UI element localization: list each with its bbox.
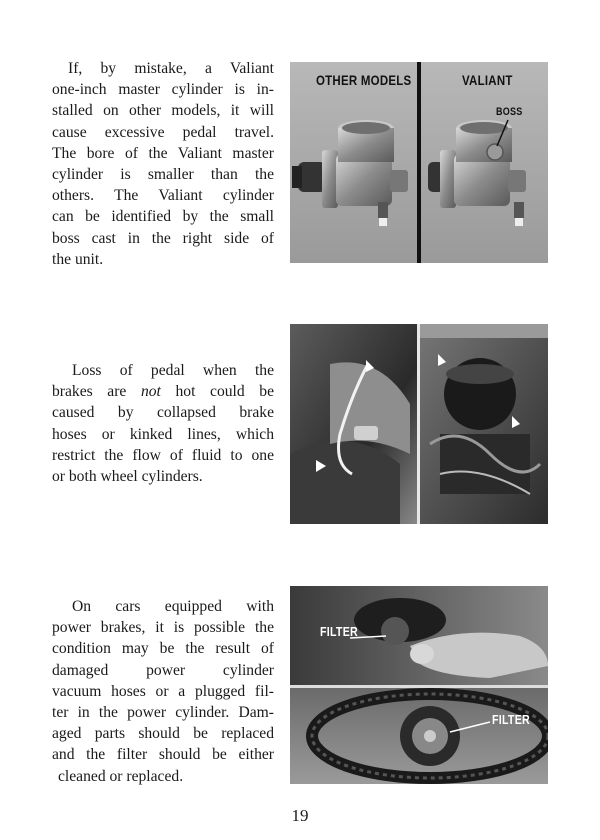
text-line <box>52 466 274 487</box>
text-line: stalled on other models, it will <box>52 102 274 120</box>
text-segment: brakes are <box>52 383 141 401</box>
text-line: boss cast in the right side of <box>52 229 274 247</box>
text-line <box>52 381 274 402</box>
label-other-models: OTHER MODELS <box>316 72 412 88</box>
text-line <box>52 402 274 423</box>
label-boss: BOSS <box>496 106 523 118</box>
text-line: power brakes, it is possible the <box>52 619 274 637</box>
text-segment: or both wheel cylinders. <box>52 468 203 486</box>
text-line: others. The Valiant cylinder <box>52 187 274 205</box>
text-line: vacuum hoses or a plugged fil- <box>52 682 274 700</box>
page-number: 19 <box>291 806 309 825</box>
label-filter-top: FILTER <box>320 624 359 639</box>
paragraph-master-cylinder <box>52 58 274 270</box>
text-line: aged parts should be replaced <box>52 725 274 743</box>
text-line: cylinder is smaller than the <box>52 166 274 184</box>
photo-master-cylinders <box>290 62 548 263</box>
photo-power-brake-filter <box>290 586 548 784</box>
brake-hose-illustration <box>290 324 548 524</box>
master-cylinder-illustration <box>290 62 548 263</box>
text-line: ter in the power cylinder. Dam- <box>52 704 274 722</box>
photo-brake-hoses <box>290 324 548 524</box>
text-line: the unit. <box>52 250 104 268</box>
emphasis-not: not <box>140 383 161 401</box>
text-line: and the filter should be either <box>52 746 274 764</box>
text-segment: hot could be <box>160 383 275 401</box>
paragraph-loss-of-pedal <box>52 360 274 487</box>
text-line: can be identified by the small <box>52 208 274 226</box>
text-line <box>52 424 274 445</box>
text-segment: caused by collapsed brake <box>52 404 274 422</box>
text-line: condition may be the result of <box>52 640 274 658</box>
text-segment: restrict the flow of fluid to one <box>52 446 274 464</box>
text-line <box>52 445 274 466</box>
text-segment: Loss of pedal when the <box>72 362 274 379</box>
text-line: If, by mistake, a Valiant <box>68 60 274 77</box>
text-line: The bore of the Valiant master <box>52 144 274 162</box>
text-line: damaged power cylinder <box>52 661 274 679</box>
text-line: one-inch master cylinder is in- <box>52 81 274 99</box>
text-segment: hoses or kinked lines, which <box>52 425 274 443</box>
text-line: cause excessive pedal travel. <box>52 123 274 141</box>
label-valiant: VALIANT <box>462 72 513 88</box>
label-filter-bottom: FILTER <box>492 712 531 727</box>
text-line: On cars equipped with <box>72 598 274 615</box>
text-line: cleaned or replaced. <box>58 767 184 785</box>
text-line <box>52 360 274 381</box>
power-brake-illustration <box>290 586 548 784</box>
paragraph-power-brakes <box>52 596 274 787</box>
